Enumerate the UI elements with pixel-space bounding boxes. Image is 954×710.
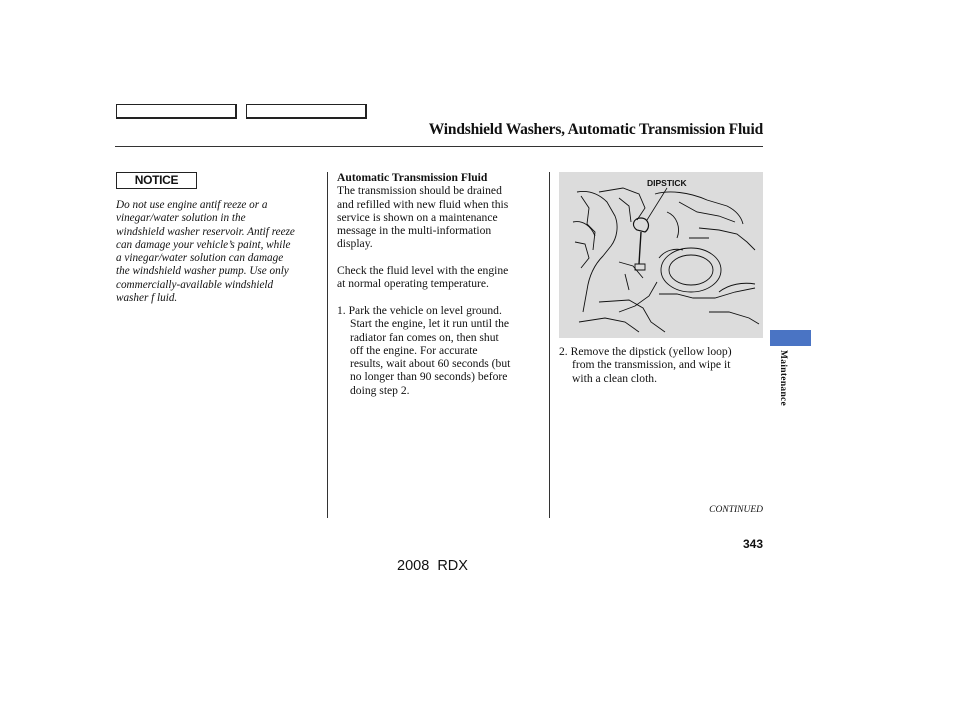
engine-line-drawing [559, 172, 763, 338]
footer-model: 2008 RDX [397, 558, 468, 574]
title-rule [115, 146, 763, 147]
page-title: Windshield Washers, Automatic Transmission Fluid [428, 121, 763, 138]
page-number: 343 [742, 537, 763, 551]
notice-line: washer f luid. [116, 292, 178, 305]
step2-text [559, 345, 769, 385]
step2-line: with a clean cloth. [572, 371, 657, 385]
nav-box-next[interactable] [246, 104, 367, 119]
step1-line: results, wait about 60 seconds (but [350, 357, 511, 371]
step1-line: doing step 2. [350, 383, 410, 397]
notice-line: windshield washer reservoir. Antif reeze [116, 225, 295, 238]
step1-line: radiator fan comes on, then shut [350, 330, 499, 344]
atf-intro-line: message in the multi-information [337, 224, 492, 238]
notice-badge: NOTICE [116, 172, 197, 189]
section-tab[interactable] [770, 330, 811, 346]
atf-intro-line: service is shown on a maintenance [337, 210, 498, 224]
atf-check-line: Check the fluid level with the engine [337, 264, 509, 278]
step1-line: 1. Park the vehicle on level ground. [337, 303, 502, 317]
continued-note: CONTINUED [709, 505, 763, 515]
notice-text [116, 199, 326, 305]
step1-line: Start the engine, let it run until the [350, 317, 510, 331]
section-tab-label: Maintenance [778, 350, 788, 407]
notice-line: can damage your vehicle’s paint, while [116, 238, 291, 251]
atf-intro-line: and refilled with new fluid when this [337, 197, 509, 211]
atf-check-line: at normal operating temperature. [337, 277, 489, 291]
notice-line: Do not use engine antif reeze or a [116, 199, 268, 211]
step2-line: 2. Remove the dipstick (yellow loop) [559, 345, 732, 358]
atf-column [337, 171, 542, 397]
column-divider-1 [327, 172, 328, 518]
step1-line: no longer than 90 seconds) before [350, 370, 508, 384]
step1-line: off the engine. For accurate [350, 343, 478, 357]
dipstick-label: DIPSTICK [647, 178, 687, 188]
atf-intro-line: The transmission should be drained [337, 184, 502, 198]
notice-line: vinegar/water solution in the [116, 212, 246, 225]
atf-heading: Automatic Transmission Fluid [337, 171, 488, 184]
notice-line: commercially-available windshield [116, 278, 274, 291]
column-divider-2 [549, 172, 550, 518]
nav-box-previous[interactable] [116, 104, 237, 119]
notice-line: a vinegar/water solution can damage [116, 252, 284, 265]
notice-line: the windshield washer pump. Use only [116, 265, 289, 278]
dipstick-illustration [559, 172, 763, 338]
atf-intro-line: display. [337, 237, 373, 251]
step2-line: from the transmission, and wipe it [572, 358, 731, 372]
